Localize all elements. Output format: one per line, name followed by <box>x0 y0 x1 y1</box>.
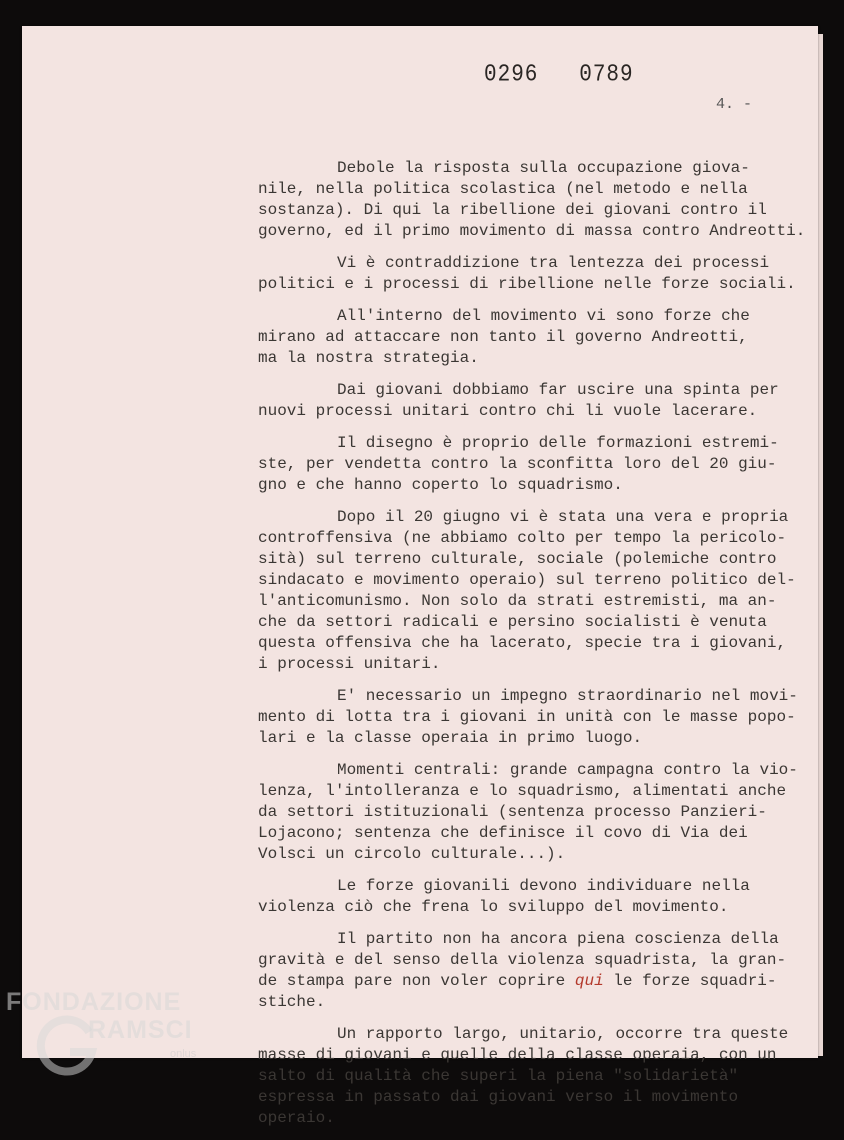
paragraph-6: Dopo il 20 giugno vi è stata una vera e propria controffensiva (ne abbiamo colto per tempo la pericolo- sità) sul terreno culturale, sociale (polemiche contro sindacato e movimento operaio) sul terreno politico del- l'anticomunismo. Non solo da strati estremisti, ma an- che da settori radicali e persino socialisti è venuta questa offensiva che ha lacerato, specie tra i giovani, i processi unitari. <box>258 508 796 673</box>
watermark-line-3: onlus <box>170 1048 197 1060</box>
paragraph-7: E' necessario un impegno straordinario nel movi- mento di lotta tra i giovani in unità con le masse popo- lari e la classe operaia in primo luogo. <box>258 687 798 747</box>
document-body <box>258 158 808 1140</box>
fondazione-gramsci-watermark <box>0 986 230 1080</box>
paragraph-4: Dai giovani dobbiamo far uscire una spinta per nuovi processi unitari contro chi li vuole lacerare. <box>258 381 779 420</box>
page-number: 4. - <box>716 96 753 113</box>
paragraph-11: Un rapporto largo, unitario, occorre tra queste masse di giovani e quelle della classe operaia, con un salto di qualità che superi la piena "solidarietà" espressa in passato dai giovani verso il movimento operaio. <box>258 1025 789 1127</box>
watermark-line-2: RAMSCI <box>88 1016 193 1044</box>
archive-code: 0296 0789 <box>484 62 634 89</box>
document-page <box>22 26 818 1127</box>
paragraph-1: Debole la risposta sulla occupazione giova- nile, nella politica scolastica (nel metodo e nella sostanza). Di qui la ribellione dei giovani contro il governo, ed il primo movimento di massa contro Andreotti. <box>258 159 806 240</box>
handwritten-correction: qui <box>574 972 604 990</box>
paragraph-9: Le forze giovanili devono individuare nella violenza ciò che frena lo sviluppo del movimento. <box>258 877 750 916</box>
paragraph-5: Il disegno è proprio delle formazioni estremi- ste, per vendetta contro la sconfitta loro del 20 giu- gno e che hanno coperto lo squadrismo. <box>258 434 779 494</box>
paragraph-10: Il partito non ha ancora piena coscienza della gravità e del senso della violenza squadrista, la gran- de stampa pare non voler coprire qui le forze squadri- stiche. <box>258 930 787 1011</box>
paragraph-3: All'interno del movimento vi sono forze che mirano ad attaccare non tanto il governo Andreotti, ma la nostra strategia. <box>258 307 750 367</box>
paragraph-8: Momenti centrali: grande campagna contro la vio- lenza, l'intolleranza e lo squadrismo, alimentati anche da settori istituzionali (sentenza processo Panzieri- Lojacono; sentenza che definisce il covo di Via dei Volsci un circolo culturale...). <box>258 761 798 863</box>
watermark-line-1: FONDAZIONE <box>6 988 182 1016</box>
paragraph-2: Vi è contraddizione tra lentezza dei processi politici e i processi di ribellione nelle forze sociali. <box>258 254 796 293</box>
